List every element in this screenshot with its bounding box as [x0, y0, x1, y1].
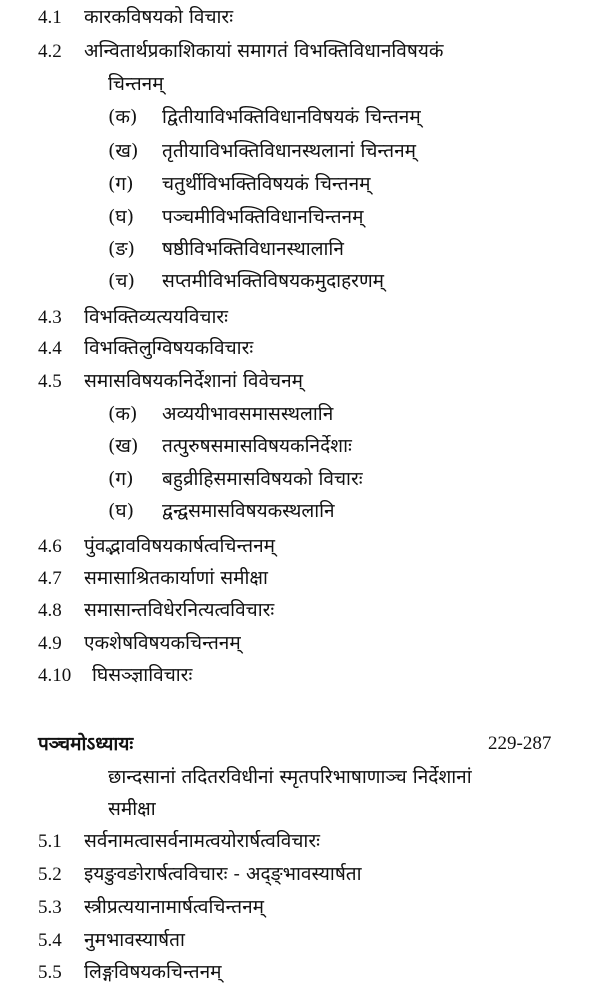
- entry-number: 4.2: [38, 41, 62, 62]
- entry-number: 4.9: [38, 633, 62, 654]
- toc-entry: [38, 894, 264, 921]
- subentry-marker: (क): [108, 403, 138, 425]
- entry-number: 5.5: [38, 962, 62, 983]
- toc-subentry: [108, 171, 370, 197]
- toc-entry: [38, 533, 275, 560]
- entry-number: 5.1: [38, 831, 62, 852]
- entry-title: कारकविषयको विचारः: [84, 6, 234, 28]
- subentry-title: चतुर्थीविभक्तिविषयकं चिन्तनम्: [162, 173, 371, 195]
- toc-subentry: [108, 466, 363, 492]
- subentry-marker: (ख): [108, 140, 139, 162]
- toc-subentry: [108, 104, 421, 130]
- toc-entry: [38, 38, 443, 65]
- entry-number: 4.6: [38, 536, 62, 557]
- entry-number: 4.4: [38, 338, 62, 359]
- entry-number: 4.10: [38, 665, 72, 686]
- entry-title: विभक्तिलुग्विषयकविचारः: [84, 337, 254, 359]
- entry-title: पुंवद्भावविषयकार्षत्वचिन्तनम्: [84, 535, 276, 557]
- toc-entry: [38, 304, 228, 331]
- entry-title: नुमभावस्यार्षता: [84, 929, 185, 951]
- toc-entry: [38, 335, 253, 362]
- subentry-marker: (च): [108, 270, 135, 292]
- subentry-title: सप्तमीविभक्तिविषयकमुदाहरणम्: [162, 270, 385, 292]
- toc-entry: [38, 630, 241, 657]
- toc-entry: [38, 662, 192, 689]
- toc-subentry: [108, 138, 416, 164]
- entry-number: 5.3: [38, 897, 62, 918]
- subentry-title: बहुव्रीहिसमासविषयको विचारः: [162, 468, 363, 490]
- toc-subentry: [108, 401, 333, 427]
- toc-entry: [38, 597, 274, 624]
- entry-title: एकशेषविषयकचिन्तनम्: [84, 632, 241, 654]
- subentry-title: अव्ययीभावसमासस्थलानि: [162, 403, 334, 425]
- toc-subentry: [108, 236, 344, 262]
- subentry-marker: (क): [108, 106, 138, 128]
- chapter-description: छान्दसानां तदितरविधीनां स्मृतपरिभाषाणाञ्च निर्देशानां: [108, 766, 472, 788]
- subentry-marker: (घ): [108, 500, 135, 522]
- entry-number: 4.7: [38, 568, 62, 589]
- entry-title: लिङ्गविषयकचिन्तनम्: [84, 961, 222, 983]
- toc-subentry: [108, 268, 384, 294]
- toc-subentry: [108, 498, 335, 524]
- entry-title: अन्वितार्थप्रकाशिकायां समागतं विभक्तिविधानविषयकं: [84, 40, 444, 62]
- entry-number: 4.3: [38, 307, 62, 328]
- entry-title: सर्वनामत्वासर्वनामत्वयोरार्षत्वविचारः: [84, 830, 320, 852]
- toc-entry: [38, 828, 320, 855]
- subentry-title: तत्पुरुषसमासविषयकनिर्देशाः: [162, 435, 352, 457]
- subentry-title: तृतीयाविभक्तिविधानस्थलानां चिन्तनम्: [162, 140, 417, 162]
- entry-title: इयङुवङोरार्षत्वविचारः - अद्ङ्भावस्यार्षता: [84, 863, 362, 885]
- chapter-description-cont: समीक्षा: [108, 798, 156, 820]
- subentry-marker: (ख): [108, 435, 139, 457]
- entry-number: 4.8: [38, 600, 62, 621]
- toc-subentry: [108, 433, 352, 459]
- toc-entry: [38, 4, 233, 31]
- subentry-marker: (घ): [108, 206, 135, 228]
- entry-number: 5.4: [38, 930, 62, 951]
- toc-entry: [38, 368, 303, 395]
- entry-title-continued: चिन्तनम्: [108, 73, 164, 95]
- subentry-marker: (ग): [108, 468, 134, 490]
- toc-subentry: [108, 204, 363, 230]
- toc-entry: [38, 861, 362, 888]
- chapter-title: पञ्चमोऽध्यायः: [38, 733, 134, 755]
- entry-title: समासविषयकनिर्देशानां विवेचनम्: [84, 370, 304, 392]
- entry-number: 5.2: [38, 864, 62, 885]
- chapter-page-range: 229-287: [488, 733, 552, 754]
- subentry-marker: (ङ): [108, 238, 135, 260]
- subentry-title: पञ्चमीविभक्तिविधानचिन्तनम्: [162, 206, 364, 228]
- toc-entry: [38, 959, 222, 986]
- entry-title: विभक्तिव्यत्ययविचारः: [84, 306, 228, 328]
- entry-title: स्त्रीप्रत्ययानामार्षत्वचिन्तनम्: [84, 896, 265, 918]
- entry-title: समासान्तविधेरनित्यत्वविचारः: [84, 599, 275, 621]
- toc-entry: [38, 927, 185, 954]
- subentry-title: षष्ठीविभक्तिविधानस्थालानि: [162, 238, 344, 260]
- entry-number: 4.5: [38, 371, 62, 392]
- subentry-title: द्वन्द्वसमासविषयकस्थलानि: [162, 500, 335, 522]
- entry-title: घिसञ्ज्ञाविचारः: [92, 664, 193, 686]
- subentry-title: द्वितीयाविभक्तिविधानविषयकं चिन्तनम्: [162, 106, 421, 128]
- toc-entry: [38, 565, 268, 592]
- entry-number: 4.1: [38, 7, 62, 28]
- subentry-marker: (ग): [108, 173, 134, 195]
- entry-title: समासाश्रितकार्याणां समीक्षा: [84, 567, 268, 589]
